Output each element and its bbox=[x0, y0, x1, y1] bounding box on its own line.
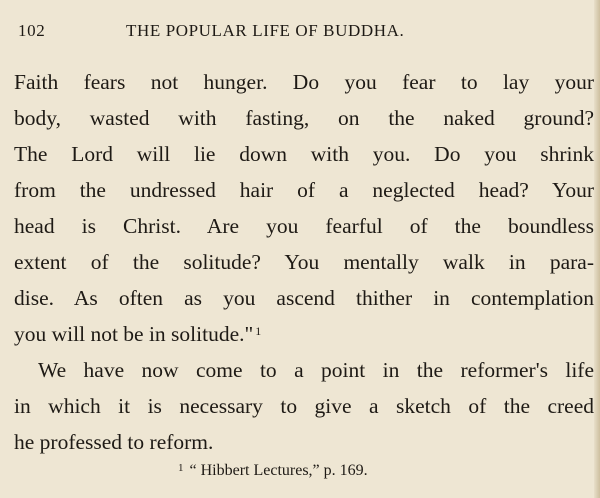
body-text bbox=[14, 64, 594, 460]
paragraph-quote bbox=[14, 64, 594, 352]
footnote-text: “ Hibbert Lectures,” p. 169. bbox=[189, 462, 368, 479]
text-line: body, wasted with fasting, on the naked ground? bbox=[14, 106, 594, 130]
page-number: 102 bbox=[18, 21, 46, 40]
running-title: THE POPULAR LIFE OF BUDDHA. bbox=[126, 21, 405, 40]
page-header bbox=[18, 21, 578, 43]
text-line: We have now come to a point in the reformer's life bbox=[38, 358, 594, 382]
text-line: from the undressed hair of a neglected head? Your bbox=[14, 178, 594, 202]
text-line-content: you will not be in solitude." bbox=[14, 322, 254, 346]
text-line: Faith fears not hunger. Do you fear to lay your bbox=[14, 70, 594, 94]
footnote-reference[interactable]: 1 bbox=[255, 324, 262, 338]
text-line: head is Christ. Are you fearful of the boundless bbox=[14, 214, 594, 238]
page-edge-shadow bbox=[594, 0, 600, 498]
footnote-mark: 1 bbox=[178, 462, 184, 474]
text-line-last bbox=[14, 316, 594, 352]
paragraph-reformer bbox=[14, 352, 594, 460]
text-line: he professed to reform. bbox=[14, 430, 214, 454]
text-line: dise. As often as you ascend thither in contemplation bbox=[14, 286, 594, 310]
text-line: The Lord will lie down with you. Do you shrink bbox=[14, 142, 594, 166]
footnote bbox=[178, 462, 368, 480]
text-line: in which it is necessary to give a sketch of the creed bbox=[14, 394, 594, 418]
text-line: extent of the solitude? You mentally walk in para- bbox=[14, 250, 594, 274]
